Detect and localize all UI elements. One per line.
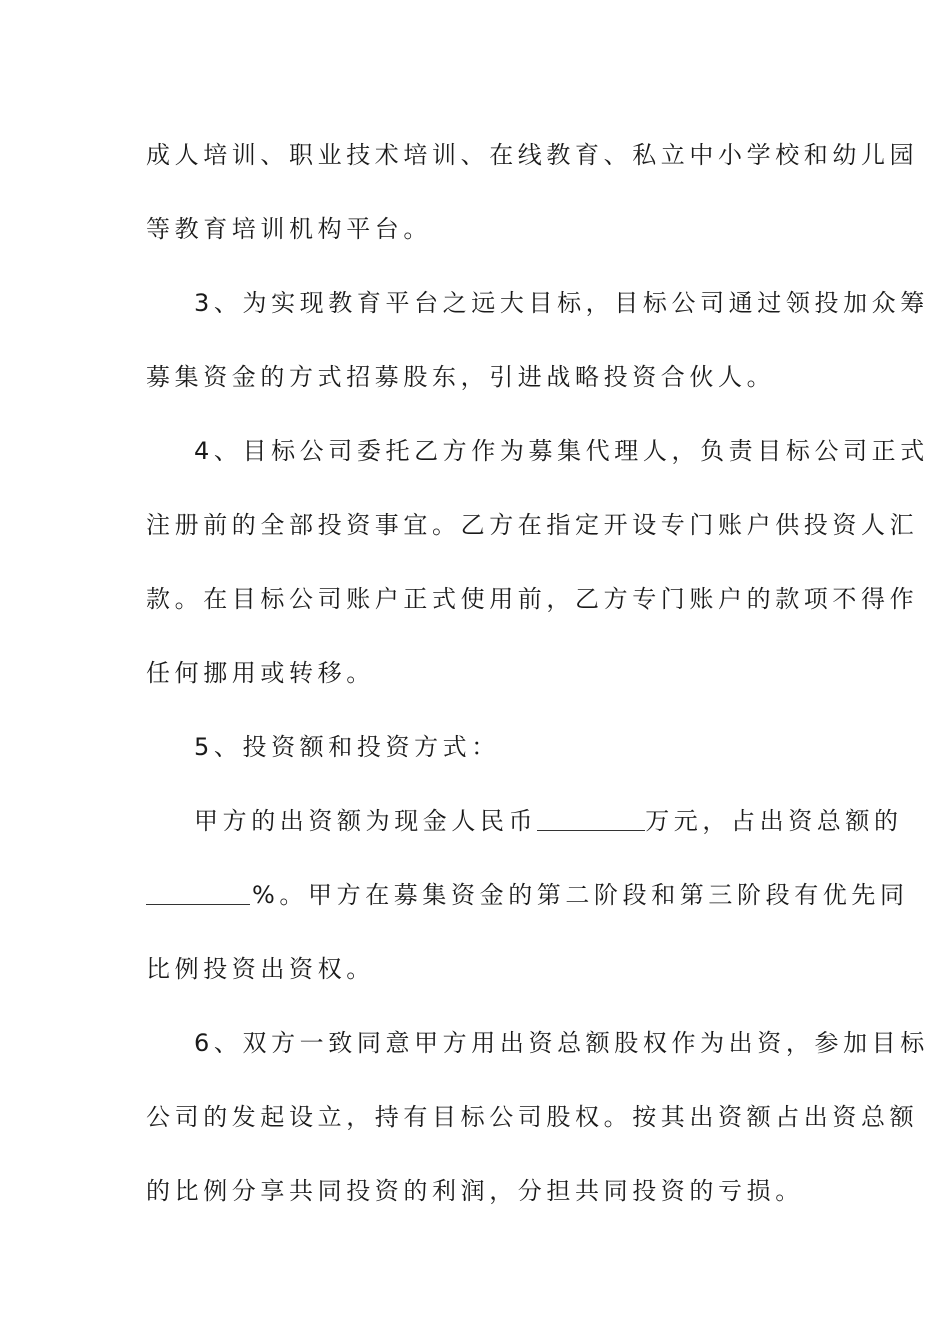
paragraph-3-line: 3、为实现教育平台之远大目标，目标公司通过领投加众筹: [194, 289, 929, 317]
text-line: 比例投资出资权。: [146, 955, 375, 983]
text-line: 款。在目标公司账户正式使用前，乙方专门账户的款项不得作: [146, 585, 919, 613]
text-line: 注册前的全部投资事宜。乙方在指定开设专门账户供投资人汇: [146, 511, 919, 539]
paragraph-5-heading: 5、投资额和投资方式：: [194, 733, 500, 761]
text-line: 等教育培训机构平台。: [146, 215, 432, 243]
amount-blank: [537, 808, 645, 831]
text-line: 公司的发起设立，持有目标公司股权。按其出资额占出资总额: [146, 1103, 919, 1131]
text-line: 募集资金的方式招募股东，引进战略投资合伙人。: [146, 363, 776, 391]
text-line: 任何挪用或转移。: [146, 659, 375, 687]
percentage-blank: [146, 882, 250, 905]
text-segment: %。甲方在募集资金的第二阶段和第三阶段有优先同: [252, 881, 909, 909]
text-line: 成人培训、职业技术培训、在线教育、私立中小学校和幼儿园: [146, 141, 919, 169]
paragraph-6-line: 6、双方一致同意甲方用出资总额股权作为出资，参加目标: [194, 1029, 929, 1057]
investment-amount-line: [194, 806, 903, 836]
text-line: 的比例分享共同投资的利润，分担共同投资的亏损。: [146, 1177, 804, 1205]
paragraph-4-line: 4、目标公司委托乙方作为募集代理人，负责目标公司正式: [194, 437, 929, 465]
text-segment: 甲方的出资额为现金人民币: [194, 807, 538, 835]
text-segment: 万元，占出资总额的: [645, 807, 903, 835]
percentage-line: [146, 880, 909, 910]
